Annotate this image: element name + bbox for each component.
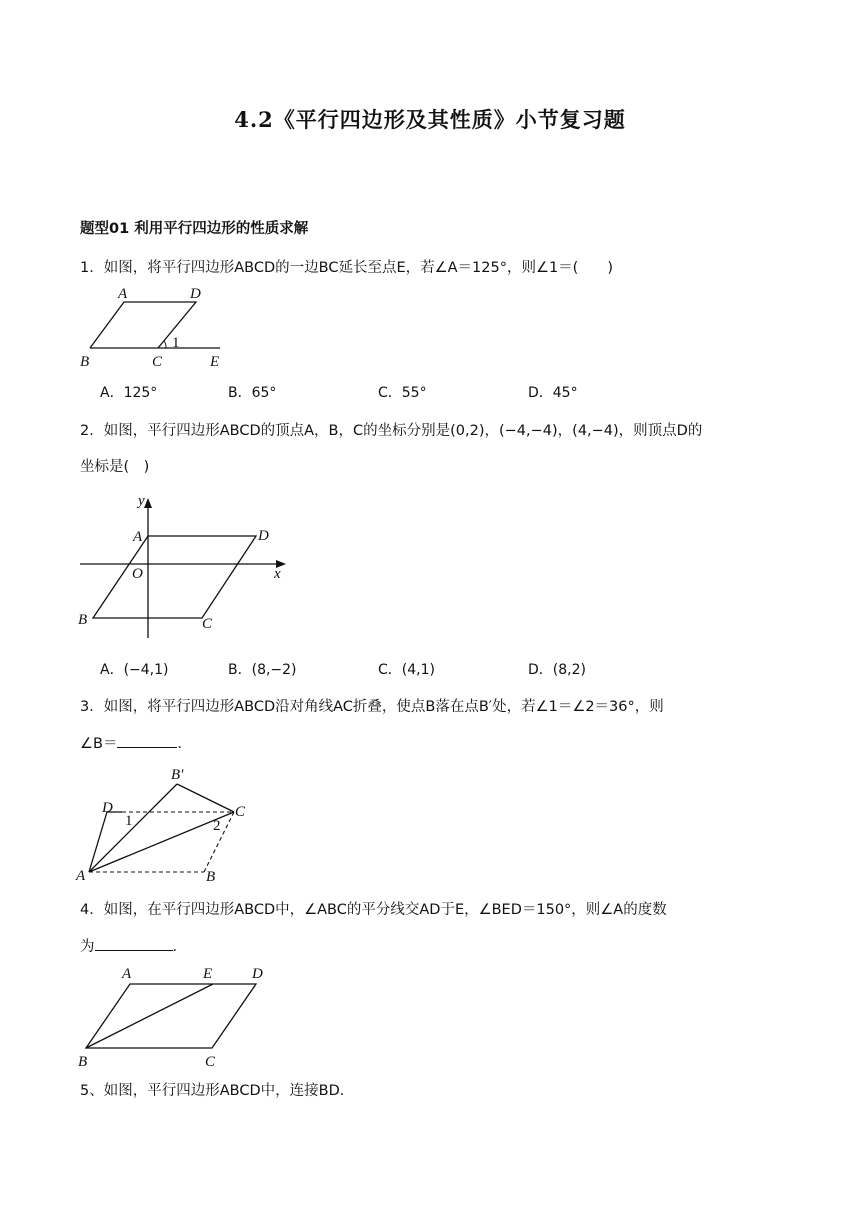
q2-label-x: x bbox=[274, 566, 281, 582]
question-2-text-line2: 坐标是( ) bbox=[80, 459, 150, 475]
question-4-figure bbox=[74, 960, 284, 1070]
q4-label-d: D bbox=[252, 966, 263, 982]
question-4-text-line1: 4．如图，在平行四边形ABCD中，∠ABC的平分线交AD于E，∠BED＝150°，则∠A的度数 bbox=[80, 902, 667, 918]
q4-label-a: A bbox=[122, 966, 132, 982]
q2-label-b: B bbox=[78, 612, 88, 628]
q4-label-e: E bbox=[203, 966, 213, 982]
q1-option-d: D．45° bbox=[528, 385, 578, 401]
q3-label-b-prime: B′ bbox=[171, 767, 184, 783]
q3-angle-2-label: 2 bbox=[213, 818, 221, 834]
q2-label-c: C bbox=[202, 616, 213, 632]
q2-label-y: y bbox=[138, 493, 145, 509]
question-5-text: 5、如图，平行四边形ABCD中，连接BD． bbox=[80, 1083, 355, 1099]
question-1-text: 1．如图，将平行四边形ABCD的一边BC延长至点E，若∠A＝125°，则∠1＝( ) bbox=[80, 260, 613, 276]
q2-label-a: A bbox=[133, 529, 143, 545]
question-4-text-line2 bbox=[80, 936, 187, 957]
q1-option-a: A．125° bbox=[100, 385, 158, 401]
q3-label-c: C bbox=[235, 804, 246, 820]
q2-option-b: B．(8,−2) bbox=[228, 662, 297, 678]
question-3-text-line1: 3．如图，将平行四边形ABCD沿对角线AC折叠，使点B落在点B′处，若∠1＝∠2＝36°，则 bbox=[80, 699, 664, 715]
q3-label-a: A bbox=[76, 868, 86, 882]
q2-label-d: D bbox=[258, 528, 269, 544]
q1-option-b: B．65° bbox=[228, 385, 277, 401]
q3-angle-1-label: 1 bbox=[125, 813, 133, 829]
q1-label-e: E bbox=[210, 354, 220, 370]
q3-prefix: ∠B＝ bbox=[80, 736, 118, 752]
q3-suffix: ． bbox=[177, 736, 192, 752]
question-3-figure bbox=[74, 764, 254, 882]
question-2-text-line1: 2．如图，平行四边形ABCD的顶点A，B，C的坐标分别是(0,2)，(−4,−4)，(4,−4)，则顶点D的 bbox=[80, 423, 703, 439]
question-1-figure bbox=[78, 284, 238, 376]
q3-label-b: B bbox=[206, 869, 216, 882]
q3-answer-blank bbox=[117, 733, 177, 748]
q1-angle-label: 1 bbox=[172, 335, 180, 351]
question-2-figure bbox=[76, 490, 296, 642]
q4-suffix: ． bbox=[172, 939, 187, 955]
q4-prefix: 为 bbox=[80, 939, 95, 955]
q4-label-b: B bbox=[78, 1054, 88, 1070]
q4-label-c: C bbox=[205, 1054, 216, 1070]
q2-label-origin: O bbox=[132, 566, 143, 582]
q1-label-a: A bbox=[118, 286, 128, 302]
page-title: 4.2《平行四边形及其性质》小节复习题 bbox=[234, 107, 626, 132]
q1-label-b: B bbox=[80, 354, 90, 370]
q2-option-a: A．(−4,1) bbox=[100, 662, 169, 678]
q3-label-d: D bbox=[102, 800, 113, 816]
q1-label-d: D bbox=[190, 286, 201, 302]
q4-answer-blank bbox=[95, 936, 173, 951]
q2-option-d: D．(8,2) bbox=[528, 662, 586, 678]
q1-label-c: C bbox=[152, 354, 163, 370]
question-3-text-line2 bbox=[80, 733, 192, 754]
q1-option-c: C．55° bbox=[378, 385, 427, 401]
q2-option-c: C．(4,1) bbox=[378, 662, 435, 678]
section-heading: 题型01 利用平行四边形的性质求解 bbox=[80, 221, 309, 237]
